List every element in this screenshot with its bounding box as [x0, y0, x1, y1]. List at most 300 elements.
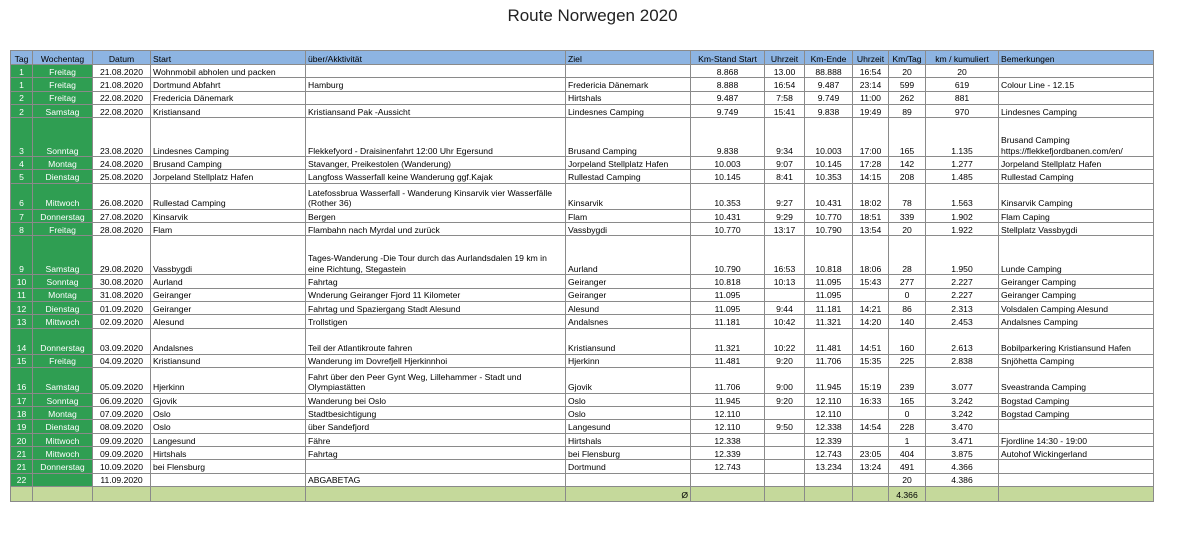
table-cell[interactable] [11, 486, 33, 501]
cell-uhrzeit-ende[interactable]: 17:28 [853, 157, 889, 170]
cell-ueber[interactable]: Tages-Wanderung -Die Tour durch das Aurlandsdalen 19 km in eine Richtung, Stegastein [306, 236, 566, 275]
cell-km-start[interactable]: 11.706 [691, 367, 765, 393]
cell-tag[interactable]: 14 [11, 328, 33, 354]
cell-wochentag[interactable]: Freitag [33, 78, 93, 91]
cell-wochentag[interactable]: Sonntag [33, 275, 93, 288]
cell-km-tag[interactable]: 165 [889, 118, 926, 157]
cell-bemerkungen[interactable]: Flam Caping [999, 209, 1154, 222]
cell-ueber[interactable] [306, 91, 566, 104]
cell-start[interactable]: Kristiansand [151, 104, 306, 117]
cell-uhrzeit-ende[interactable] [853, 433, 889, 446]
cell-km-ende[interactable]: 11.945 [805, 367, 853, 393]
cell-km-kumuliert[interactable]: 2.227 [926, 275, 999, 288]
cell-km-ende[interactable]: 88.888 [805, 65, 853, 78]
cell-uhrzeit-start[interactable]: 7:58 [765, 91, 805, 104]
col-header-bemerkungen[interactable]: Bemerkungen [999, 51, 1154, 65]
cell-wochentag[interactable]: Freitag [33, 65, 93, 78]
cell-bemerkungen[interactable] [999, 91, 1154, 104]
cell-uhrzeit-start[interactable]: 9:50 [765, 420, 805, 433]
cell-uhrzeit-ende[interactable]: 15:43 [853, 275, 889, 288]
cell-ueber[interactable]: Langfoss Wasserfall keine Wanderung ggf.Kajak [306, 170, 566, 183]
cell-km-start[interactable]: 8.868 [691, 65, 765, 78]
cell-km-start[interactable]: 9.749 [691, 104, 765, 117]
cell-km-kumuliert[interactable]: 1.922 [926, 223, 999, 236]
cell-ziel[interactable] [566, 65, 691, 78]
cell-start[interactable]: Langesund [151, 433, 306, 446]
cell-km-ende[interactable]: 10.431 [805, 183, 853, 209]
cell-uhrzeit-start[interactable] [765, 460, 805, 473]
cell-km-tag[interactable]: 491 [889, 460, 926, 473]
col-header-datum[interactable]: Datum [93, 51, 151, 65]
cell-tag[interactable]: 3 [11, 118, 33, 157]
cell-km-start[interactable]: 10.770 [691, 223, 765, 236]
cell-tag[interactable]: 2 [11, 104, 33, 117]
cell-km-ende[interactable] [805, 473, 853, 486]
average-symbol[interactable]: Ø [566, 486, 691, 501]
cell-datum[interactable]: 29.08.2020 [93, 236, 151, 275]
cell-tag[interactable]: 6 [11, 183, 33, 209]
cell-wochentag[interactable]: Mittwoch [33, 183, 93, 209]
cell-ueber[interactable]: Trollstigen [306, 315, 566, 328]
cell-ziel[interactable]: Brusand Camping [566, 118, 691, 157]
cell-km-ende[interactable]: 11.481 [805, 328, 853, 354]
cell-ueber[interactable]: Fahrtag und Spaziergang Stadt Alesund [306, 301, 566, 314]
cell-ueber[interactable] [306, 65, 566, 78]
col-header-uhrzeit-start[interactable]: Uhrzeit [765, 51, 805, 65]
cell-uhrzeit-start[interactable] [765, 447, 805, 460]
cell-bemerkungen[interactable]: Bogstad Camping [999, 393, 1154, 406]
cell-start[interactable]: Brusand Camping [151, 157, 306, 170]
cell-start[interactable]: Hjerkinn [151, 367, 306, 393]
cell-ziel[interactable]: Kristiansund [566, 328, 691, 354]
cell-tag[interactable]: 19 [11, 420, 33, 433]
cell-uhrzeit-ende[interactable] [853, 473, 889, 486]
cell-start[interactable] [151, 473, 306, 486]
cell-ziel[interactable]: Dortmund [566, 460, 691, 473]
col-header-uhrzeit-ende[interactable]: Uhrzeit [853, 51, 889, 65]
cell-bemerkungen[interactable]: Andalsnes Camping [999, 315, 1154, 328]
cell-km-start[interactable]: 12.110 [691, 407, 765, 420]
cell-datum[interactable]: 08.09.2020 [93, 420, 151, 433]
cell-km-tag[interactable]: 20 [889, 65, 926, 78]
cell-datum[interactable]: 22.08.2020 [93, 104, 151, 117]
cell-km-ende[interactable]: 13.234 [805, 460, 853, 473]
cell-ziel[interactable]: Andalsnes [566, 315, 691, 328]
cell-tag[interactable]: 10 [11, 275, 33, 288]
cell-ueber[interactable]: Fähre [306, 433, 566, 446]
cell-datum[interactable]: 09.09.2020 [93, 433, 151, 446]
cell-uhrzeit-start[interactable] [765, 433, 805, 446]
col-header-ueber[interactable]: über/Akktivität [306, 51, 566, 65]
cell-wochentag[interactable]: Donnerstag [33, 209, 93, 222]
cell-km-kumuliert[interactable]: 2.313 [926, 301, 999, 314]
cell-ziel[interactable]: Vassbygdi [566, 223, 691, 236]
cell-km-tag[interactable]: 78 [889, 183, 926, 209]
cell-km-kumuliert[interactable]: 1.135 [926, 118, 999, 157]
cell-wochentag[interactable]: Mittwoch [33, 447, 93, 460]
cell-km-kumuliert[interactable]: 1.485 [926, 170, 999, 183]
cell-km-kumuliert[interactable]: 2.613 [926, 328, 999, 354]
cell-bemerkungen[interactable]: Geiranger Camping [999, 275, 1154, 288]
footer-total-km[interactable]: 4.366 [889, 486, 926, 501]
cell-uhrzeit-start[interactable]: 16:54 [765, 78, 805, 91]
cell-start[interactable]: Jorpeland Stellplatz Hafen [151, 170, 306, 183]
cell-bemerkungen[interactable]: Sveastranda Camping [999, 367, 1154, 393]
cell-datum[interactable]: 26.08.2020 [93, 183, 151, 209]
cell-ziel[interactable]: Langesund [566, 420, 691, 433]
cell-ziel[interactable]: Fredericia Dänemark [566, 78, 691, 91]
cell-km-tag[interactable]: 142 [889, 157, 926, 170]
cell-start[interactable]: Fredericia Dänemark [151, 91, 306, 104]
cell-tag[interactable]: 4 [11, 157, 33, 170]
cell-km-ende[interactable]: 11.706 [805, 354, 853, 367]
cell-datum[interactable]: 30.08.2020 [93, 275, 151, 288]
cell-ueber[interactable]: Stavanger, Preikestolen (Wanderung) [306, 157, 566, 170]
cell-tag[interactable]: 7 [11, 209, 33, 222]
cell-wochentag[interactable]: Mittwoch [33, 315, 93, 328]
cell-km-ende[interactable]: 11.321 [805, 315, 853, 328]
cell-start[interactable]: Oslo [151, 407, 306, 420]
cell-ziel[interactable]: bei Flensburg [566, 447, 691, 460]
cell-km-start[interactable]: 11.321 [691, 328, 765, 354]
cell-bemerkungen[interactable]: Lunde Camping [999, 236, 1154, 275]
cell-tag[interactable]: 15 [11, 354, 33, 367]
cell-ziel[interactable]: Oslo [566, 393, 691, 406]
cell-bemerkungen[interactable]: Jorpeland Stellplatz Hafen [999, 157, 1154, 170]
col-header-km-start[interactable]: Km-Stand Start [691, 51, 765, 65]
cell-km-tag[interactable]: 339 [889, 209, 926, 222]
cell-ziel[interactable]: Oslo [566, 407, 691, 420]
cell-datum[interactable]: 23.08.2020 [93, 118, 151, 157]
cell-wochentag[interactable]: Montag [33, 407, 93, 420]
cell-wochentag[interactable]: Dienstag [33, 420, 93, 433]
cell-km-start[interactable]: 11.481 [691, 354, 765, 367]
cell-datum[interactable]: 05.09.2020 [93, 367, 151, 393]
cell-tag[interactable]: 11 [11, 288, 33, 301]
cell-wochentag[interactable]: Montag [33, 288, 93, 301]
cell-km-start[interactable]: 12.110 [691, 420, 765, 433]
cell-uhrzeit-start[interactable]: 9:07 [765, 157, 805, 170]
cell-km-ende[interactable]: 10.818 [805, 236, 853, 275]
cell-bemerkungen[interactable]: Bobilparkering Kristiansund Hafen [999, 328, 1154, 354]
cell-bemerkungen[interactable] [999, 65, 1154, 78]
cell-datum[interactable]: 21.08.2020 [93, 65, 151, 78]
cell-km-kumuliert[interactable]: 3.077 [926, 367, 999, 393]
cell-km-ende[interactable]: 11.095 [805, 275, 853, 288]
cell-km-ende[interactable]: 10.353 [805, 170, 853, 183]
cell-km-start[interactable] [691, 473, 765, 486]
cell-ueber[interactable]: Wanderung bei Oslo [306, 393, 566, 406]
cell-uhrzeit-start[interactable]: 9:34 [765, 118, 805, 157]
cell-ziel[interactable]: Kinsarvik [566, 183, 691, 209]
cell-datum[interactable]: 31.08.2020 [93, 288, 151, 301]
cell-km-tag[interactable]: 0 [889, 407, 926, 420]
cell-start[interactable]: Rullestad Camping [151, 183, 306, 209]
cell-ueber[interactable]: Hamburg [306, 78, 566, 91]
cell-start[interactable]: Aurland [151, 275, 306, 288]
cell-bemerkungen[interactable]: Bogstad Camping [999, 407, 1154, 420]
cell-ueber[interactable]: Wanderung im Dovrefjell Hjerkinnhoi [306, 354, 566, 367]
cell-km-tag[interactable]: 20 [889, 473, 926, 486]
cell-uhrzeit-ende[interactable]: 18:06 [853, 236, 889, 275]
table-cell[interactable] [33, 486, 93, 501]
cell-bemerkungen[interactable] [999, 460, 1154, 473]
cell-uhrzeit-ende[interactable] [853, 407, 889, 420]
cell-tag[interactable]: 18 [11, 407, 33, 420]
cell-ueber[interactable]: Fahrtag [306, 447, 566, 460]
col-header-km-tag[interactable]: Km/Tag [889, 51, 926, 65]
cell-km-kumuliert[interactable]: 2.227 [926, 288, 999, 301]
cell-ziel[interactable]: Geiranger [566, 288, 691, 301]
cell-ziel[interactable]: Lindesnes Camping [566, 104, 691, 117]
col-header-wochentag[interactable]: Wochentag [33, 51, 93, 65]
cell-bemerkungen[interactable]: Colour Line - 12.15 [999, 78, 1154, 91]
cell-km-tag[interactable]: 208 [889, 170, 926, 183]
cell-uhrzeit-ende[interactable]: 16:33 [853, 393, 889, 406]
cell-wochentag[interactable]: Freitag [33, 223, 93, 236]
cell-tag[interactable]: 12 [11, 301, 33, 314]
cell-km-kumuliert[interactable]: 1.277 [926, 157, 999, 170]
cell-uhrzeit-start[interactable]: 8:41 [765, 170, 805, 183]
cell-wochentag[interactable]: Donnerstag [33, 460, 93, 473]
table-cell[interactable] [853, 486, 889, 501]
cell-km-start[interactable]: 9.838 [691, 118, 765, 157]
cell-uhrzeit-start[interactable]: 10:13 [765, 275, 805, 288]
cell-km-start[interactable]: 11.181 [691, 315, 765, 328]
cell-bemerkungen[interactable]: Stellplatz Vassbygdi [999, 223, 1154, 236]
cell-km-kumuliert[interactable]: 2.838 [926, 354, 999, 367]
cell-km-tag[interactable]: 239 [889, 367, 926, 393]
cell-km-tag[interactable]: 599 [889, 78, 926, 91]
cell-km-ende[interactable]: 10.003 [805, 118, 853, 157]
cell-start[interactable]: bei Flensburg [151, 460, 306, 473]
cell-uhrzeit-ende[interactable]: 18:51 [853, 209, 889, 222]
table-cell[interactable] [691, 486, 765, 501]
cell-wochentag[interactable]: Samstag [33, 367, 93, 393]
cell-datum[interactable]: 22.08.2020 [93, 91, 151, 104]
cell-datum[interactable]: 09.09.2020 [93, 447, 151, 460]
cell-bemerkungen[interactable]: Volsdalen Camping Alesund [999, 301, 1154, 314]
cell-km-kumuliert[interactable]: 970 [926, 104, 999, 117]
cell-wochentag[interactable]: Sonntag [33, 118, 93, 157]
cell-km-ende[interactable]: 11.095 [805, 288, 853, 301]
cell-ziel[interactable]: Hirtshals [566, 433, 691, 446]
cell-datum[interactable]: 27.08.2020 [93, 209, 151, 222]
cell-km-tag[interactable]: 140 [889, 315, 926, 328]
cell-km-tag[interactable]: 160 [889, 328, 926, 354]
cell-ueber[interactable]: Bergen [306, 209, 566, 222]
cell-km-start[interactable]: 12.339 [691, 447, 765, 460]
cell-uhrzeit-ende[interactable]: 18:02 [853, 183, 889, 209]
cell-start[interactable]: Geiranger [151, 288, 306, 301]
cell-km-start[interactable]: 11.095 [691, 288, 765, 301]
cell-tag[interactable]: 8 [11, 223, 33, 236]
cell-uhrzeit-ende[interactable]: 16:54 [853, 65, 889, 78]
cell-ziel[interactable]: Rullestad Camping [566, 170, 691, 183]
cell-uhrzeit-ende[interactable]: 11:00 [853, 91, 889, 104]
cell-wochentag[interactable]: Freitag [33, 354, 93, 367]
cell-start[interactable]: Vassbygdi [151, 236, 306, 275]
cell-km-tag[interactable]: 28 [889, 236, 926, 275]
cell-bemerkungen[interactable]: Kinsarvik Camping [999, 183, 1154, 209]
cell-datum[interactable]: 04.09.2020 [93, 354, 151, 367]
col-header-km-ende[interactable]: Km-Ende [805, 51, 853, 65]
cell-km-kumuliert[interactable]: 3.471 [926, 433, 999, 446]
cell-ueber[interactable]: Flekkefyord - Draisinenfahrt 12:00 Uhr Egersund [306, 118, 566, 157]
cell-datum[interactable]: 24.08.2020 [93, 157, 151, 170]
cell-wochentag[interactable]: Samstag [33, 236, 93, 275]
cell-uhrzeit-ende[interactable]: 14:21 [853, 301, 889, 314]
cell-tag[interactable]: 1 [11, 78, 33, 91]
cell-datum[interactable]: 10.09.2020 [93, 460, 151, 473]
cell-km-start[interactable]: 10.790 [691, 236, 765, 275]
col-header-start[interactable]: Start [151, 51, 306, 65]
cell-ueber[interactable]: Kristiansand Pak -Aussicht [306, 104, 566, 117]
cell-uhrzeit-ende[interactable]: 14:15 [853, 170, 889, 183]
cell-ziel[interactable] [566, 473, 691, 486]
cell-km-ende[interactable]: 12.110 [805, 407, 853, 420]
cell-km-ende[interactable]: 10.770 [805, 209, 853, 222]
cell-uhrzeit-start[interactable]: 10:42 [765, 315, 805, 328]
cell-uhrzeit-start[interactable]: 9:00 [765, 367, 805, 393]
cell-start[interactable]: Flam [151, 223, 306, 236]
table-cell[interactable] [765, 486, 805, 501]
cell-km-tag[interactable]: 277 [889, 275, 926, 288]
cell-km-tag[interactable]: 165 [889, 393, 926, 406]
cell-uhrzeit-ende[interactable]: 13:24 [853, 460, 889, 473]
cell-datum[interactable]: 03.09.2020 [93, 328, 151, 354]
cell-uhrzeit-start[interactable]: 10:22 [765, 328, 805, 354]
table-cell[interactable] [805, 486, 853, 501]
cell-km-ende[interactable]: 9.487 [805, 78, 853, 91]
cell-ziel[interactable]: Aurland [566, 236, 691, 275]
cell-uhrzeit-start[interactable]: 9:20 [765, 393, 805, 406]
cell-km-kumuliert[interactable]: 3.470 [926, 420, 999, 433]
cell-km-kumuliert[interactable]: 619 [926, 78, 999, 91]
cell-km-ende[interactable]: 12.338 [805, 420, 853, 433]
cell-tag[interactable]: 2 [11, 91, 33, 104]
cell-tag[interactable]: 9 [11, 236, 33, 275]
cell-km-tag[interactable]: 86 [889, 301, 926, 314]
cell-uhrzeit-start[interactable]: 16:53 [765, 236, 805, 275]
cell-datum[interactable]: 01.09.2020 [93, 301, 151, 314]
cell-uhrzeit-ende[interactable]: 23:14 [853, 78, 889, 91]
cell-km-start[interactable]: 12.338 [691, 433, 765, 446]
cell-start[interactable]: Kristiansund [151, 354, 306, 367]
cell-km-start[interactable]: 10.353 [691, 183, 765, 209]
cell-km-kumuliert[interactable]: 3.875 [926, 447, 999, 460]
cell-wochentag[interactable]: Sonntag [33, 393, 93, 406]
col-header-km-kumuliert[interactable]: km / kumuliert [926, 51, 999, 65]
cell-km-kumuliert[interactable]: 1.950 [926, 236, 999, 275]
cell-wochentag[interactable]: Dienstag [33, 170, 93, 183]
cell-uhrzeit-start[interactable] [765, 407, 805, 420]
cell-tag[interactable]: 21 [11, 460, 33, 473]
cell-ueber[interactable]: Teil der Atlantikroute fahren [306, 328, 566, 354]
col-header-tag[interactable]: Tag [11, 51, 33, 65]
cell-ziel[interactable]: Geiranger [566, 275, 691, 288]
cell-ueber[interactable] [306, 460, 566, 473]
cell-ueber[interactable]: Wnderung Geiranger Fjord 11 Kilometer [306, 288, 566, 301]
cell-km-start[interactable]: 10.003 [691, 157, 765, 170]
cell-datum[interactable]: 07.09.2020 [93, 407, 151, 420]
cell-bemerkungen[interactable]: Rullestad Camping [999, 170, 1154, 183]
cell-km-tag[interactable]: 228 [889, 420, 926, 433]
cell-tag[interactable]: 5 [11, 170, 33, 183]
cell-uhrzeit-ende[interactable] [853, 288, 889, 301]
cell-tag[interactable]: 1 [11, 65, 33, 78]
cell-km-ende[interactable]: 12.339 [805, 433, 853, 446]
cell-tag[interactable]: 20 [11, 433, 33, 446]
cell-km-tag[interactable]: 404 [889, 447, 926, 460]
cell-tag[interactable]: 17 [11, 393, 33, 406]
cell-start[interactable]: Gjovik [151, 393, 306, 406]
cell-ueber[interactable]: Stadtbesichtigung [306, 407, 566, 420]
cell-km-kumuliert[interactable]: 1.563 [926, 183, 999, 209]
cell-km-kumuliert[interactable]: 3.242 [926, 407, 999, 420]
cell-uhrzeit-ende[interactable]: 14:20 [853, 315, 889, 328]
col-header-ziel[interactable]: Ziel [566, 51, 691, 65]
cell-ziel[interactable]: Gjovik [566, 367, 691, 393]
cell-ziel[interactable]: Hjerkinn [566, 354, 691, 367]
cell-start[interactable]: Andalsnes [151, 328, 306, 354]
cell-uhrzeit-ende[interactable]: 17:00 [853, 118, 889, 157]
cell-bemerkungen[interactable] [999, 420, 1154, 433]
cell-ziel[interactable]: Jorpeland Stellplatz Hafen [566, 157, 691, 170]
cell-bemerkungen[interactable] [999, 473, 1154, 486]
cell-wochentag[interactable] [33, 473, 93, 486]
cell-ziel[interactable]: Hirtshals [566, 91, 691, 104]
cell-uhrzeit-ende[interactable]: 14:54 [853, 420, 889, 433]
cell-datum[interactable]: 28.08.2020 [93, 223, 151, 236]
cell-uhrzeit-ende[interactable]: 23:05 [853, 447, 889, 460]
cell-tag[interactable]: 21 [11, 447, 33, 460]
cell-km-start[interactable]: 10.818 [691, 275, 765, 288]
cell-km-tag[interactable]: 0 [889, 288, 926, 301]
cell-ueber[interactable]: über Sandefjord [306, 420, 566, 433]
cell-km-kumuliert[interactable]: 4.386 [926, 473, 999, 486]
cell-km-tag[interactable]: 20 [889, 223, 926, 236]
cell-ziel[interactable]: Alesund [566, 301, 691, 314]
cell-uhrzeit-start[interactable]: 9:20 [765, 354, 805, 367]
cell-bemerkungen[interactable]: Autohof Wickingerland [999, 447, 1154, 460]
cell-km-ende[interactable]: 9.749 [805, 91, 853, 104]
cell-km-start[interactable]: 8.888 [691, 78, 765, 91]
cell-datum[interactable]: 11.09.2020 [93, 473, 151, 486]
cell-wochentag[interactable]: Mittwoch [33, 433, 93, 446]
cell-uhrzeit-start[interactable]: 9:27 [765, 183, 805, 209]
cell-datum[interactable]: 06.09.2020 [93, 393, 151, 406]
cell-wochentag[interactable]: Donnerstag [33, 328, 93, 354]
cell-uhrzeit-ende[interactable]: 19:49 [853, 104, 889, 117]
cell-datum[interactable]: 02.09.2020 [93, 315, 151, 328]
table-cell[interactable] [306, 486, 566, 501]
cell-uhrzeit-start[interactable]: 13:17 [765, 223, 805, 236]
cell-bemerkungen[interactable]: Lindesnes Camping [999, 104, 1154, 117]
cell-km-ende[interactable]: 9.838 [805, 104, 853, 117]
cell-ueber[interactable]: Fahrtag [306, 275, 566, 288]
cell-wochentag[interactable]: Dienstag [33, 301, 93, 314]
cell-ueber[interactable]: ABGABETAG [306, 473, 566, 486]
cell-bemerkungen[interactable]: Brusand Camping https://flekkefjordbanen.com/en/ [999, 118, 1154, 157]
cell-km-kumuliert[interactable]: 4.366 [926, 460, 999, 473]
cell-bemerkungen[interactable]: Snjöhetta Camping [999, 354, 1154, 367]
cell-km-tag[interactable]: 1 [889, 433, 926, 446]
cell-km-tag[interactable]: 225 [889, 354, 926, 367]
cell-km-tag[interactable]: 262 [889, 91, 926, 104]
cell-km-start[interactable]: 12.743 [691, 460, 765, 473]
cell-ueber[interactable]: Latefossbrua Wasserfall - Wanderung Kinsarvik vier Wasserfälle (Rother 36) [306, 183, 566, 209]
